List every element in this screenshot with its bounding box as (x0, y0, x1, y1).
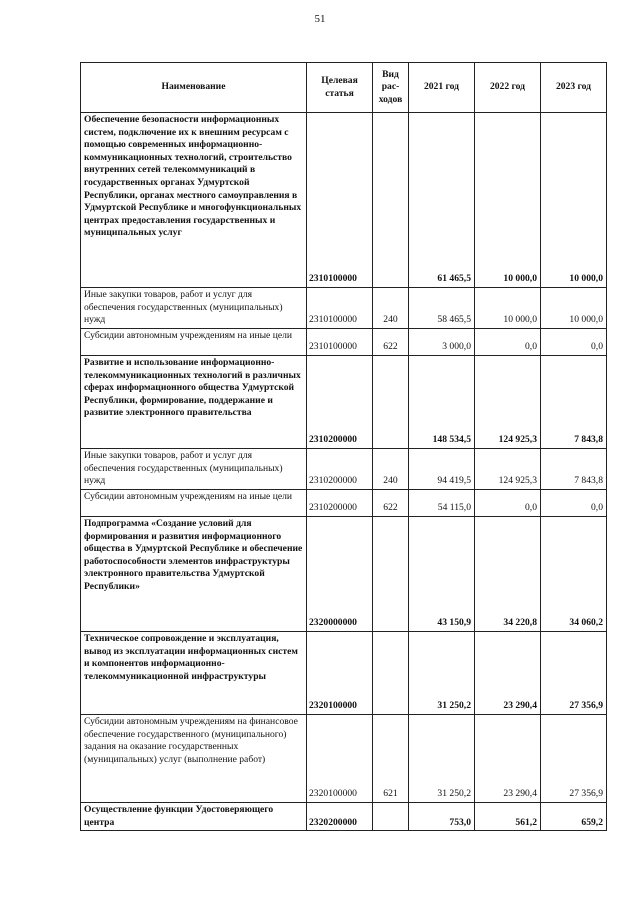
row-name: Подпрограмма «Создание условий для формирования и развития информационного общества в Удмуртской Республике и обеспечение работоспособности элементов инфраструктуры электронного правительства Удмуртской Республики» (81, 517, 307, 632)
table-row (81, 329, 607, 356)
table-row (81, 356, 607, 449)
row-value-2021: 31 250,2 (409, 715, 475, 803)
table-row (81, 715, 607, 803)
table-row (81, 517, 607, 632)
table-header-row (81, 63, 607, 113)
row-value-2022: 10 000,0 (475, 288, 541, 329)
row-value-2022: 124 925,3 (475, 449, 541, 490)
table-row (81, 449, 607, 490)
row-name: Техническое сопровождение и эксплуатация, вывод из эксплуатации информационных систем и компонентов информационно-телекоммуникационной инфраструктуры (81, 632, 307, 715)
row-expense-kind (373, 356, 409, 449)
row-value-2022: 561,2 (475, 803, 541, 831)
row-target-code: 2310100000 (307, 329, 373, 356)
row-value-2021: 94 419,5 (409, 449, 475, 490)
table-row (81, 288, 607, 329)
row-value-2021: 58 465,5 (409, 288, 475, 329)
row-expense-kind: 621 (373, 715, 409, 803)
header-name: Наименование (81, 63, 307, 113)
row-value-2021: 753,0 (409, 803, 475, 831)
table-row (81, 803, 607, 831)
row-expense-kind (373, 517, 409, 632)
row-value-2023: 34 060,2 (541, 517, 607, 632)
row-value-2022: 23 290,4 (475, 632, 541, 715)
header-code: Целевая статья (307, 63, 373, 113)
row-value-2022: 0,0 (475, 490, 541, 517)
row-value-2023: 0,0 (541, 490, 607, 517)
budget-table (80, 62, 607, 831)
header-2021: 2021 год (409, 63, 475, 113)
header-2023: 2023 год (541, 63, 607, 113)
row-value-2023: 27 356,9 (541, 632, 607, 715)
row-expense-kind (373, 803, 409, 831)
row-name: Субсидии автономным учреждениям на иные цели (81, 490, 307, 517)
row-target-code: 2310100000 (307, 288, 373, 329)
row-target-code: 2320100000 (307, 632, 373, 715)
row-value-2023: 0,0 (541, 329, 607, 356)
table-body (81, 113, 607, 831)
row-value-2023: 10 000,0 (541, 288, 607, 329)
row-target-code: 2320100000 (307, 715, 373, 803)
row-target-code: 2320000000 (307, 517, 373, 632)
row-value-2023: 7 843,8 (541, 449, 607, 490)
header-kind: Вид рас-ходов (373, 63, 409, 113)
row-expense-kind: 240 (373, 449, 409, 490)
row-value-2023: 27 356,9 (541, 715, 607, 803)
row-value-2023: 7 843,8 (541, 356, 607, 449)
row-value-2021: 54 115,0 (409, 490, 475, 517)
row-target-code: 2310200000 (307, 490, 373, 517)
row-name: Развитие и использование информационно-телекоммуникационных технологий в различных сферах информационного общества Удмуртской Республики, формирование, поддержание и развитие электронного правительства (81, 356, 307, 449)
page-number: 51 (314, 13, 326, 25)
row-name: Иные закупки товаров, работ и услуг для обеспечения государственных (муниципальных) нужд (81, 449, 307, 490)
row-expense-kind (373, 113, 409, 288)
row-expense-kind: 622 (373, 490, 409, 517)
table-row (81, 632, 607, 715)
row-value-2021: 43 150,9 (409, 517, 475, 632)
header-2022: 2022 год (475, 63, 541, 113)
row-value-2022: 0,0 (475, 329, 541, 356)
row-name: Обеспечение безопасности информационных систем, подключение их к внешним ресурсам с помощью современных информационно-коммуникационных технологий, строительство внутренних сетей телекоммуникаций в государственных органах Удмуртской Республики, органах местного самоуправления в Удмуртской Республике и многофункциональных центрах предоставления государственных и муниципальных услуг (81, 113, 307, 288)
row-value-2022: 124 925,3 (475, 356, 541, 449)
row-expense-kind: 240 (373, 288, 409, 329)
row-name: Субсидии автономным учреждениям на финансовое обеспечение государственного (муниципального) задания на оказание государственных (муниципальных) услуг (выполнение работ) (81, 715, 307, 803)
row-value-2022: 10 000,0 (475, 113, 541, 288)
row-value-2021: 148 534,5 (409, 356, 475, 449)
row-target-code: 2310100000 (307, 113, 373, 288)
table-row (81, 113, 607, 288)
row-value-2021: 3 000,0 (409, 329, 475, 356)
row-value-2023: 10 000,0 (541, 113, 607, 288)
row-value-2022: 34 220,8 (475, 517, 541, 632)
table-row (81, 490, 607, 517)
row-name: Осуществление функции Удостоверяющего центра (81, 803, 307, 831)
row-target-code: 2320200000 (307, 803, 373, 831)
row-value-2023: 659,2 (541, 803, 607, 831)
row-target-code: 2310200000 (307, 356, 373, 449)
row-name: Субсидии автономным учреждениям на иные цели (81, 329, 307, 356)
row-name: Иные закупки товаров, работ и услуг для обеспечения государственных (муниципальных) нужд (81, 288, 307, 329)
row-expense-kind: 622 (373, 329, 409, 356)
row-expense-kind (373, 632, 409, 715)
row-value-2021: 31 250,2 (409, 632, 475, 715)
row-value-2021: 61 465,5 (409, 113, 475, 288)
row-target-code: 2310200000 (307, 449, 373, 490)
row-value-2022: 23 290,4 (475, 715, 541, 803)
